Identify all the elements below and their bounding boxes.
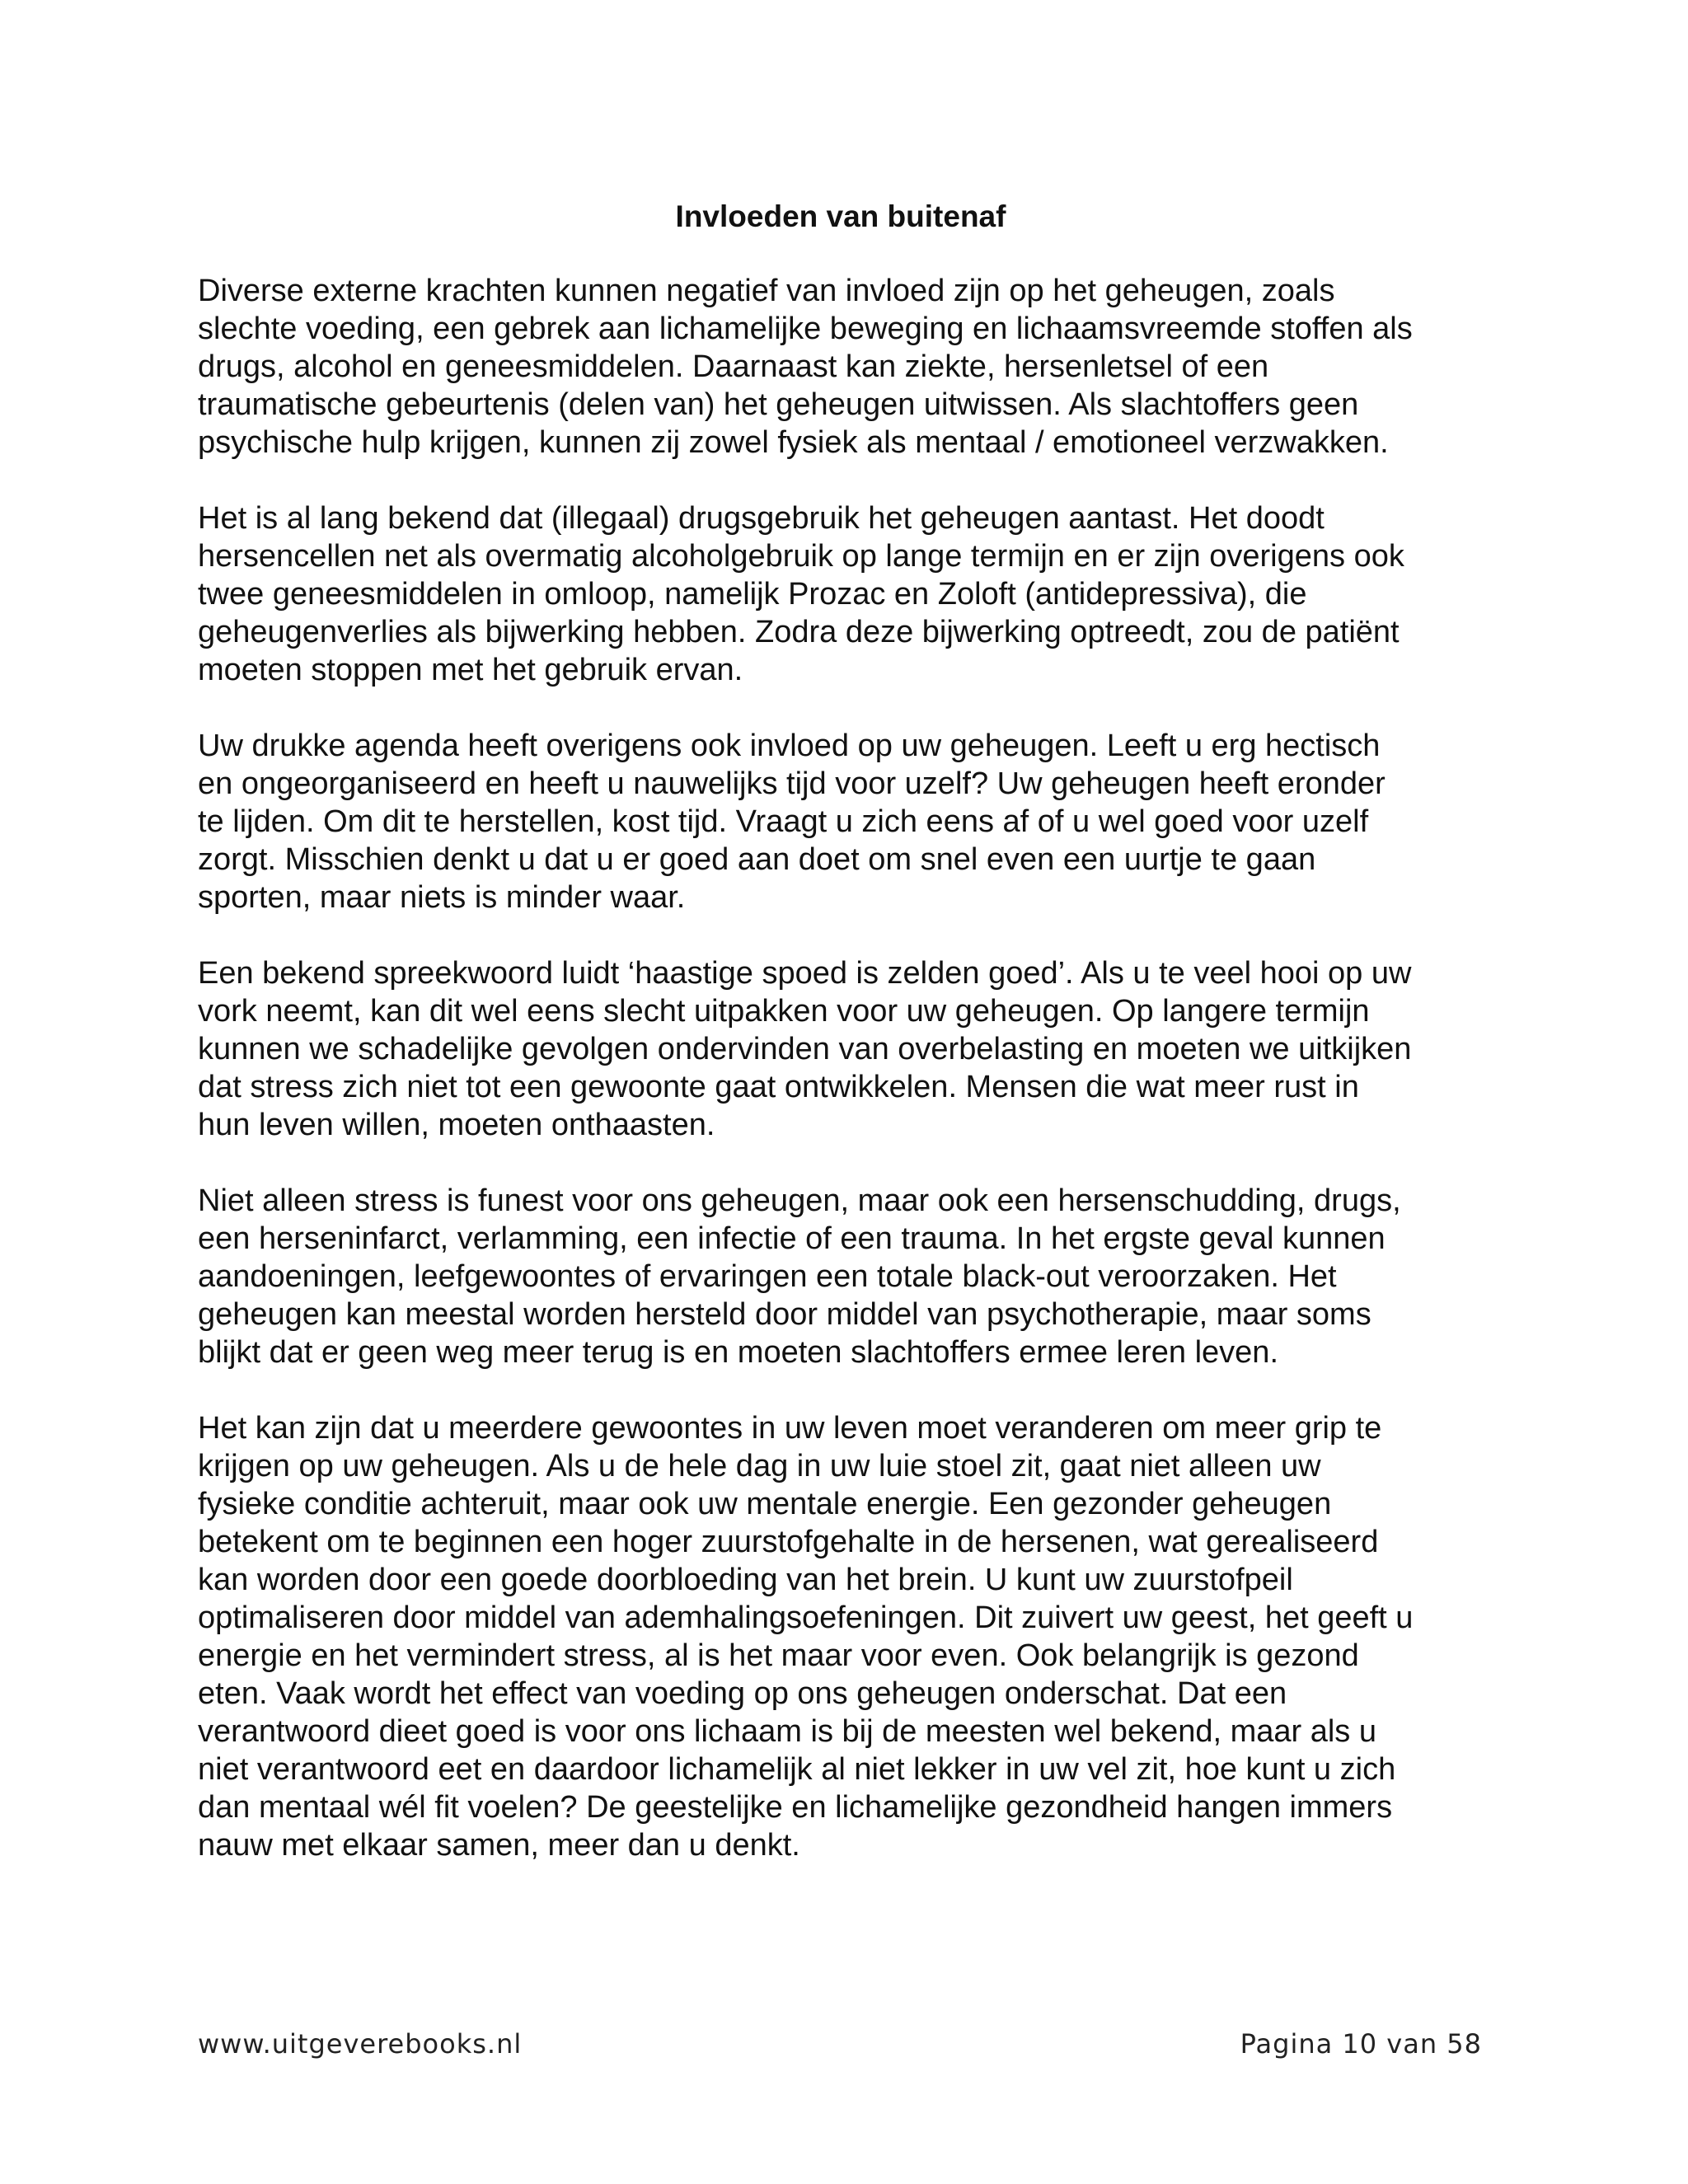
- paragraph-5: Niet alleen stress is funest voor ons geheugen, maar ook een hersenschudding, drugs, een herseninfarct, verlamming, een infectie of een trauma. In het ergste geval kunnen aandoeningen, leefgewoontes of ervaringen een totale black-out veroorzaken. Het geheugen kan meestal worden hersteld door middel van psychotherapie, maar soms blijkt dat er geen weg meer terug is en moeten slachtoffers ermee leren leven.: [198, 1183, 1401, 1370]
- paragraph-2: Het is al lang bekend dat (illegaal) drugsgebruik het geheugen aantast. Het doodt hersencellen net als overmatig alcoholgebruik op lange termijn en er zijn overigens ook twee geneesmiddelen in omloop, namelijk Prozac en Zoloft (antidepressiva), die geheugenverlies als bijwerking hebben. Zodra deze bijwerking optreedt, zou de patiënt moeten stoppen met het gebruik ervan.: [198, 501, 1404, 687]
- footer-page-number: Pagina 10 van 58: [1240, 2028, 1482, 2060]
- footer-website: www.uitgeverebooks.nl: [198, 2028, 523, 2060]
- paragraph-4: Een bekend spreekwoord luidt ‘haastige spoed is zelden goed’. Als u te veel hooi op uw vork neemt, kan dit wel eens slecht uitpakken voor uw geheugen. Op langere termijn kunnen we schadelijke gevolgen ondervinden van overbelasting en moeten we uitkijken dat stress zich niet tot een gewoonte gaat ontwikkelen. Mensen die wat meer rust in hun leven willen, moeten onthaasten.: [198, 956, 1412, 1142]
- page-title: Invloeden van buitenaf: [675, 199, 1006, 233]
- paragraph-6: Het kan zijn dat u meerdere gewoontes in uw leven moet veranderen om meer grip te krijgen op uw geheugen. Als u de hele dag in uw luie stoel zit, gaat niet alleen uw fysieke conditie achteruit, maar ook uw mentale energie. Een gezonder geheugen betekent om te beginnen een hoger zuurstofgehalte in de hersenen, wat gerealiseerd kan worden door een goede doorbloeding van het brein. U kunt uw zuurstofpeil optimaliseren door middel van ademhalingsoefeningen. Dit zuivert uw geest, het geeft u energie en het vermindert stress, al is het maar voor even. Ook belangrijk is gezond eten. Vaak wordt het effect van voeding op ons geheugen onderschat. Dat een verantwoord dieet goed is voor ons lichaam is bij de meesten wel bekend, maar als u niet verantwoord eet en daardoor lichamelijk al niet lekker in uw vel zit, hoe kunt u zich dan mentaal wél fit voelen? De geestelijke en lichamelijke gezondheid hangen immers nauw met elkaar samen, meer dan u denkt.: [198, 1411, 1414, 1863]
- paragraph-3: Uw drukke agenda heeft overigens ook invloed op uw geheugen. Leeft u erg hectisch en ongeorganiseerd en heeft u nauwelijks tijd voor uzelf? Uw geheugen heeft eronder te lijden. Om dit te herstellen, kost tijd. Vraagt u zich eens af of u wel goed voor uzelf zorgt. Misschien denkt u dat u er goed aan doet om snel even een uurtje te gaan sporten, maar niets is minder waar.: [198, 729, 1386, 915]
- body-text: [198, 272, 1500, 1902]
- paragraph-1: Diverse externe krachten kunnen negatief van invloed zijn op het geheugen, zoals slechte voeding, een gebrek aan lichamelijke beweging en lichaamsvreemde stoffen als drugs, alcohol en geneesmiddelen. Daarnaast kan ziekte, hersenletsel of een traumatische gebeurtenis (delen van) het geheugen uitwissen. Als slachtoffers geen psychische hulp krijgen, kunnen zij zowel fysiek als mentaal / emotioneel verzwakken.: [198, 274, 1413, 460]
